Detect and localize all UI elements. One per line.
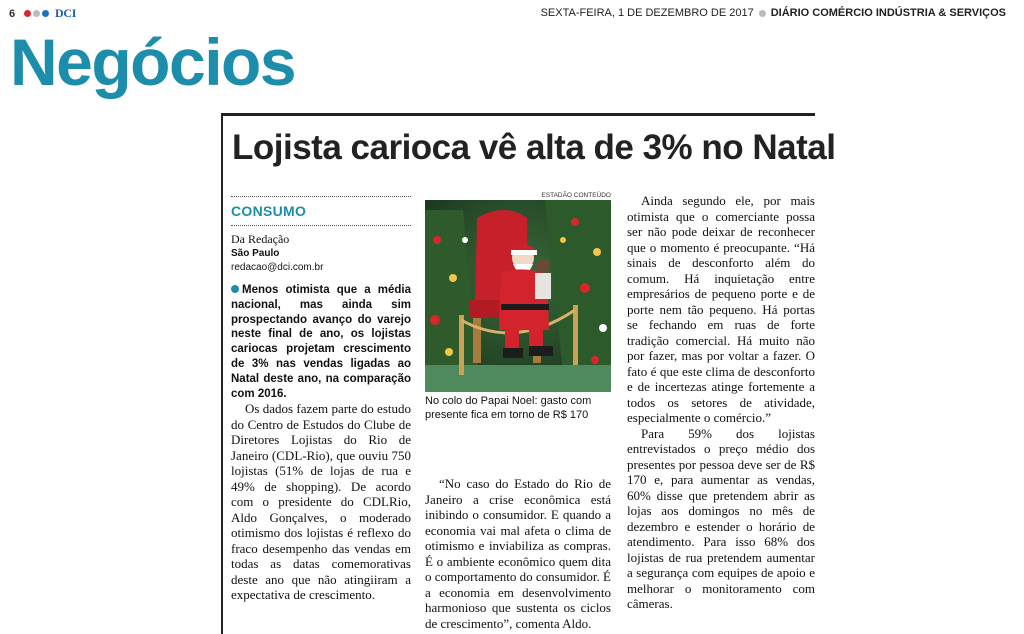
byline-city: São Paulo (231, 248, 280, 259)
article-paragraph-3: Ainda segundo ele, por mais otimista que o comerciante possa ser não pode deixar de reconhecer que o momento é preocupante. “Há sinais de desconforto além do comum. Há inquietação entre empresários de pequeno porte e de porte nem tão pequeno. Há portas se fechando em ruas de forte tradição comercial. Há muito não por fazer, mas por voltar a fazer. O fato é que este clima de desconforto e de incertezas atinge fortemente a todos os setores de atividade, especialmente o comércio.” (627, 193, 815, 425)
red-dot-icon (24, 10, 31, 17)
article-column-3 (627, 193, 815, 612)
lead-text: Menos otimista que a média nacional, mas ainda sim prospectando avanço do varejo neste final de ano, os lojistas cariocas projetam crescimento de 3% nas vendas ligadas ao Natal deste ano, na comparação com 2016. (231, 284, 411, 400)
separator-dot-icon (759, 10, 766, 17)
photo-caption: No colo do Papai Noel: gasto com presente fica em torno de R$ 170 (425, 395, 592, 421)
article-paragraph-2: “No caso do Estado do Rio de Janeiro a crise econômica está inibindo o consumidor. E quando a economia vai mal afeta o clima de otimismo e inviabiliza as compras. É o ambiente econômico quem dita o comportamento do consumidor. É a economia em desenvolvimento harmonioso que sustenta os ciclos de crescimento”, comenta Aldo. (425, 476, 611, 631)
page-number: 6 (9, 8, 16, 20)
byline: Da Redação (231, 232, 290, 246)
dateline (541, 7, 1006, 19)
article-top-rule (221, 113, 815, 116)
byline-email: redacao@dci.com.br (231, 262, 324, 273)
article-lead (231, 283, 411, 401)
article-left-rule (221, 113, 223, 634)
santa-scene-illustration (425, 200, 611, 392)
article-headline: Lojista carioca vê alta de 3% no Natal (232, 128, 836, 167)
article-kicker: CONSUMO (231, 203, 307, 219)
article-column-2 (425, 192, 611, 631)
section-title: Negócios (10, 25, 296, 99)
blue-dot-icon (42, 10, 49, 17)
lead-bullet-icon (231, 285, 239, 293)
article-column-1 (231, 196, 411, 603)
photo-credit: ESTADÃO CONTEÚDO (541, 192, 611, 199)
kicker-rule (231, 196, 411, 197)
brand-logo: DCI (55, 6, 77, 20)
article-paragraph-4: Para 59% dos lojistas entrevistados o preço médio dos presentes por pessoa deve ser de R$ 170 e, para aumentar as vendas, 60% disse que pretendem abrir as lojas aos domingos no mês de dezembro e estender o horário de atendimento. Para isso 68% dos lojistas de rua pretendem aumentar a segurança com equipes de apoio e melhorar o monitoramento com câmeras. (627, 425, 815, 611)
article-paragraph-1: Os dados fazem parte do estudo do Centro de Estudos do Clube de Diretores Lojistas do Rio de Janeiro (CDL-Rio), que ouviu 750 lojistas (51% de lojas de rua e 49% de shopping). De acordo com o presidente do CDLRio, Aldo Gonçalves, o moderado otimismo dos lojistas é reflexo do fraco desempenho das vendas em todas as datas comemorativas deste ano que não atingiiram a expectativa de crescimento. (231, 401, 411, 603)
grey-dot-icon (33, 10, 40, 17)
brand-dots-icon (24, 10, 49, 17)
paper-name: DIÁRIO COMÉRCIO INDÚSTRIA & SERVIÇOS (770, 7, 1006, 19)
issue-date: SEXTA-FEIRA, 1 DE DEZEMBRO DE 2017 (540, 7, 754, 19)
kicker-rule (231, 225, 411, 226)
santa-claus-photo (425, 200, 611, 392)
